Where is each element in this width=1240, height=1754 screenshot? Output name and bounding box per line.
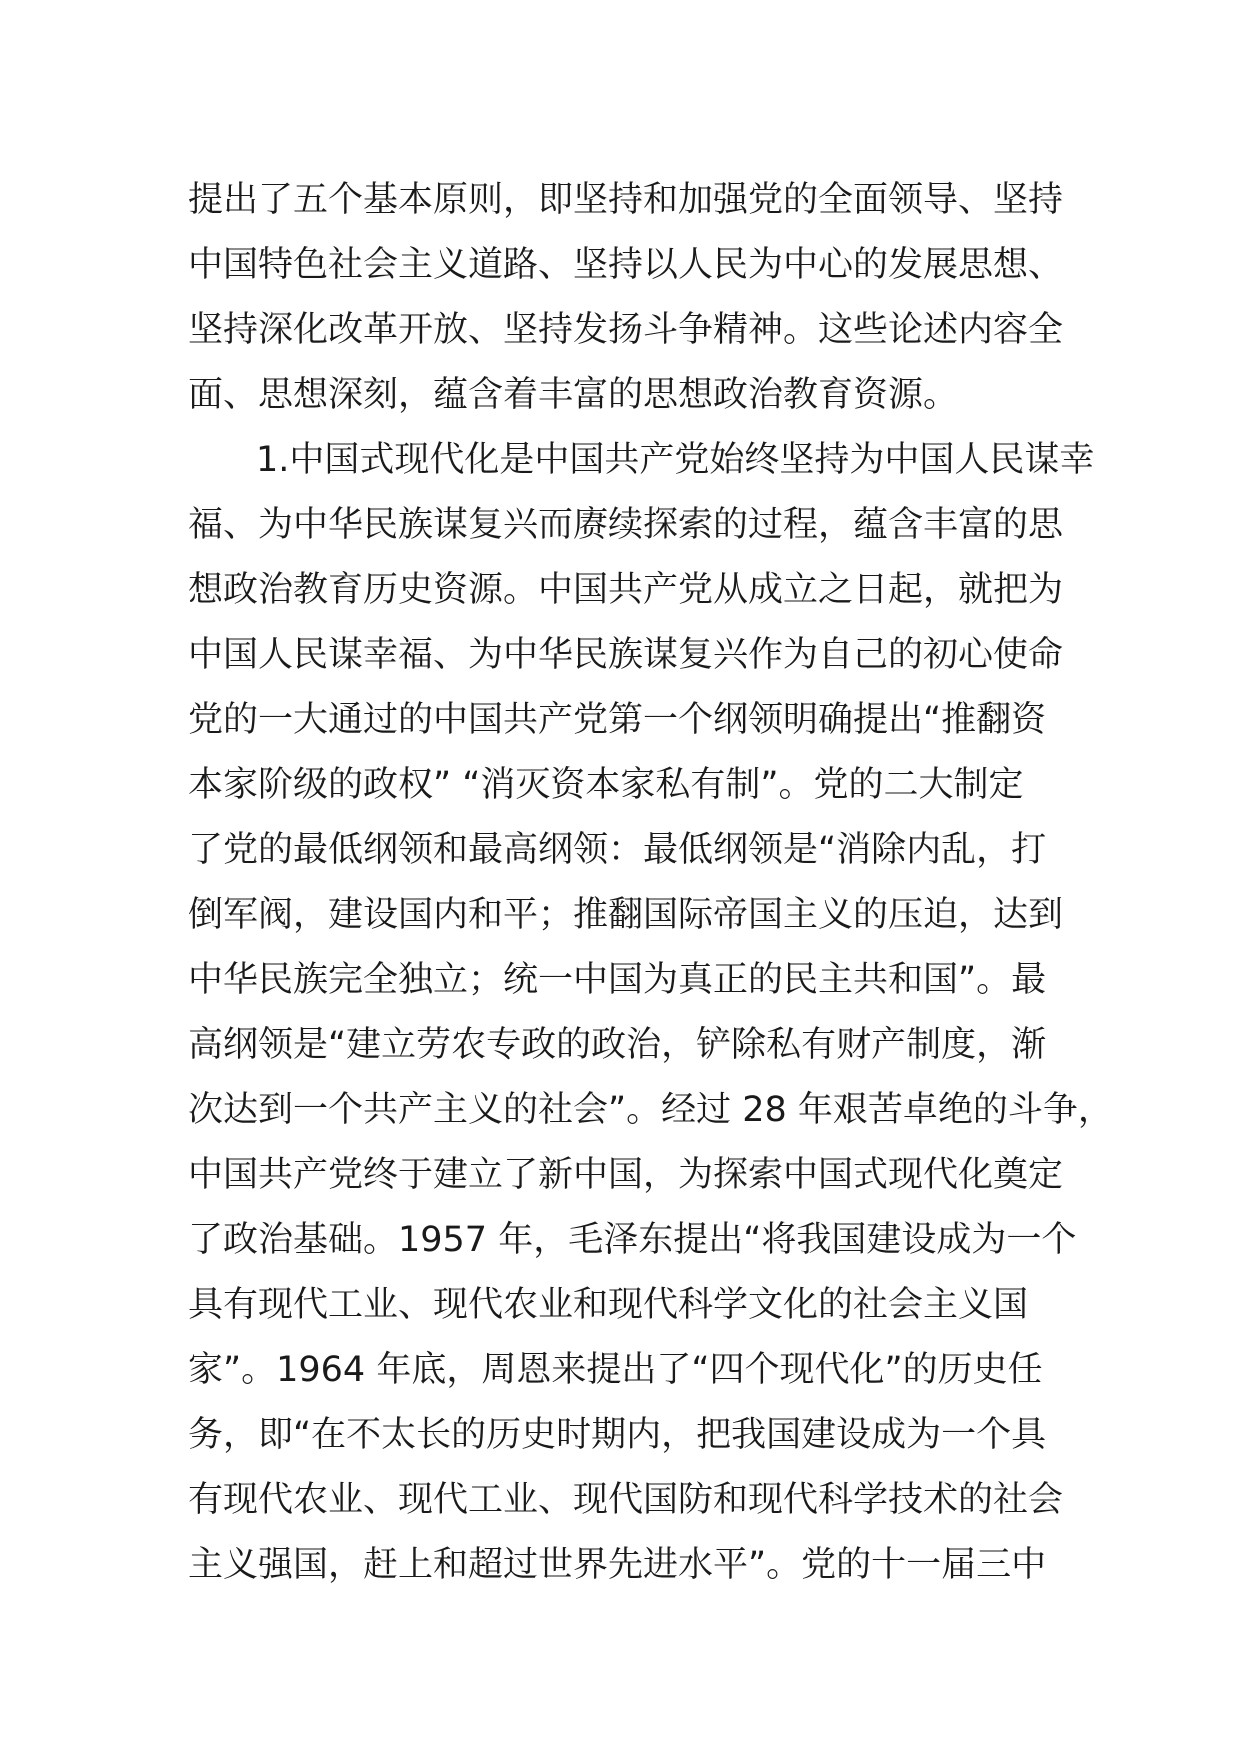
- text-line: 务，即“在不太长的历史时期内，把我国建设成为一个具: [188, 1415, 1047, 1455]
- text-line: 中国共产党终于建立了新中国，为探索中国式现代化奠定: [188, 1155, 1064, 1195]
- text-line: 具有现代工业、现代农业和现代科学文化的社会主义国: [188, 1285, 1029, 1325]
- text-line: 本家阶级的政权” “消灭资本家私有制”。党的二大制定: [188, 765, 1024, 805]
- text-line: 次达到一个共产主义的社会”。经过 28 年艰苦卓绝的斗争，: [188, 1090, 1113, 1130]
- text-line: 了党的最低纲领和最高纲领：最低纲领是“消除内乱，打: [188, 830, 1047, 870]
- text-line: 中国人民谋幸福、为中华民族谋复兴作为自己的初心使命: [188, 635, 1064, 675]
- body-text: [188, 168, 1113, 1598]
- text-line: 倒军阀，建设国内和平；推翻国际帝国主义的压迫，达到: [188, 895, 1064, 935]
- paragraph-start-line: 1.中国式现代化是中国共产党始终坚持为中国人民谋幸: [256, 440, 1095, 480]
- text-line: 福、为中华民族谋复兴而赓续探索的过程，蕴含丰富的思: [188, 505, 1064, 545]
- text-line: 高纲领是“建立劳农专政的政治，铲除私有财产制度，渐: [188, 1025, 1047, 1065]
- text-line: 家”。1964 年底，周恩来提出了“四个现代化”的历史任: [188, 1350, 1043, 1390]
- text-line: 面、思想深刻，蕴含着丰富的思想政治教育资源。: [188, 375, 959, 415]
- text-line: 主义强国，赶上和超过世界先进水平”。党的十一届三中: [188, 1545, 1047, 1585]
- text-line: 有现代农业、现代工业、现代国防和现代科学技术的社会: [188, 1480, 1064, 1520]
- text-line: 想政治教育历史资源。中国共产党从成立之日起，就把为: [188, 570, 1064, 610]
- text-line: 中国特色社会主义道路、坚持以人民为中心的发展思想、: [188, 245, 1064, 285]
- text-line: 提出了五个基本原则，即坚持和加强党的全面领导、坚持: [188, 180, 1064, 220]
- text-line: 党的一大通过的中国共产党第一个纲领明确提出“推翻资: [188, 700, 1047, 740]
- text-line: 坚持深化改革开放、坚持发扬斗争精神。这些论述内容全: [188, 310, 1064, 350]
- text-line: 中华民族完全独立；统一中国为真正的民主共和国”。最: [188, 960, 1047, 1000]
- text-line: 了政治基础。1957 年，毛泽东提出“将我国建设成为一个: [188, 1220, 1077, 1260]
